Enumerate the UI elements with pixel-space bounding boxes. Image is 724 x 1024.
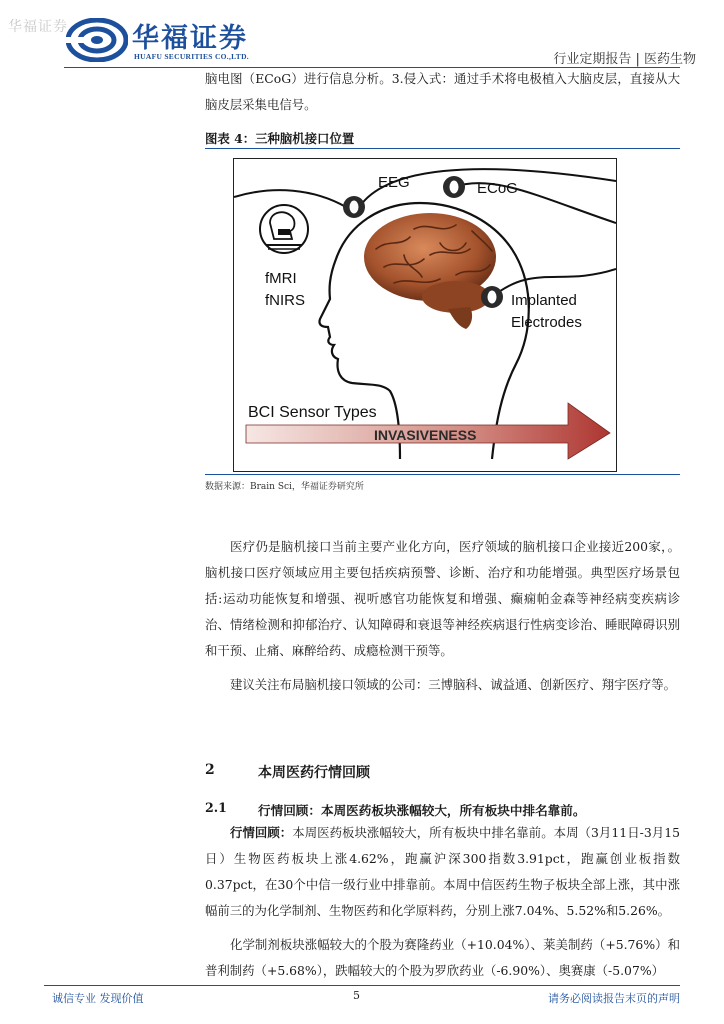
label-fnirs: fNIRS: [265, 292, 306, 309]
market-review-text: 本周医药板块涨幅较大，所有板块中排名靠前。本周（3月11日-3月15日）生物医药板块上涨4.62%，跑赢沪深300指数3.91pct，跑赢创业板指数0.37pct，在30个中信一级行业中排靠前。本周中信医药生物子板块全部上涨，其中涨幅前三的为化学制剂、生物医药和化学原料药，分别上涨7.04%、5.52%和5.26%。: [205, 825, 680, 918]
body-section: [205, 534, 680, 698]
label-invasiveness: INVASIVENESS: [374, 427, 477, 443]
label-eeg: EEG: [378, 174, 410, 191]
market-section: [205, 820, 680, 984]
figure-title-rule: [205, 148, 680, 149]
source-rule: [205, 474, 680, 475]
section-2-title: 本周医药行情回顾: [258, 765, 370, 781]
label-bci-sensor-types: BCI Sensor Types: [248, 404, 377, 421]
figure-source: 数据来源：Brain Sci，华福证券研究所: [205, 482, 364, 492]
implanted-electrode-icon: [481, 286, 503, 308]
label-implanted: Implanted: [511, 292, 577, 309]
paragraph-chemical-prep: 化学制剂板块涨幅较大的个股为赛隆药业（+10.04%）、莱美制药（+5.76%）和普利制药（+5.68%），跌幅较大的个股为罗欣药业（-6.90%）、奥赛康（-5.07%）: [205, 937, 680, 978]
logo-english: HUAFU SECURITIES CO.,LTD.: [134, 52, 249, 61]
page-number: 5: [353, 989, 360, 1002]
paragraph-medical: 医疗仍是脑机接口当前主要产业化方向，医疗领域的脑机接口企业接近200家，。脑机接口医疗领域应用主要包括疾病预警、诊断、治疗和功能增强。典型医疗场景包括:运动功能恢复和增强、视听感官功能恢复和增强、癫痫帕金森等神经病变疾病诊治、情绪检测和抑郁治疗、认知障碍和衰退等神经疾病退行性病变诊治、睡眠障碍识别和干预、止痛、麻醉给药、成瘾检测干预等。: [205, 539, 680, 658]
footer-disclaimer: 请务必阅读报告末页的声明: [548, 992, 680, 1005]
bci-figure: [233, 158, 617, 472]
logo-chinese: 华福证券: [132, 23, 248, 54]
mri-scanner-icon: [260, 205, 308, 253]
footer-divider: [44, 985, 680, 986]
brain-illustration: [364, 213, 496, 329]
section-2-1-number: 2.1: [205, 800, 227, 815]
intro-text: 脑电图（ECoG）进行信息分析。3.侵入式：通过手术将电极植入大脑皮层，直接从大脑皮层采集电信号。: [205, 71, 680, 112]
footer-slogan: 诚信专业 发现价值: [52, 992, 144, 1005]
figure-title: 图表 4：三种脑机接口位置: [205, 131, 355, 146]
company-logo-icon: [66, 18, 128, 62]
label-ecog: ECoG: [477, 180, 518, 197]
paragraph-market-review: [205, 820, 680, 924]
ecog-electrode-icon: [443, 176, 465, 198]
eeg-electrode-icon: [343, 196, 365, 218]
market-review-lead: 行情回顾：: [230, 825, 293, 840]
section-2-number: 2: [205, 762, 215, 778]
paragraph-recommend: 建议关注布局脑机接口领域的公司：三博脑科、诚益通、创新医疗、翔宇医疗等。: [230, 677, 677, 692]
label-fmri: fMRI: [265, 270, 297, 287]
report-category: 行业定期报告 | 医药生物: [553, 52, 696, 67]
section-2-1-title: 行情回顾：本周医药板块涨幅较大，所有板块中排名靠前。: [258, 803, 586, 818]
watermark: 华福证券: [8, 19, 68, 35]
intro-paragraph: [205, 66, 680, 118]
label-electrodes: Electrodes: [511, 314, 582, 331]
